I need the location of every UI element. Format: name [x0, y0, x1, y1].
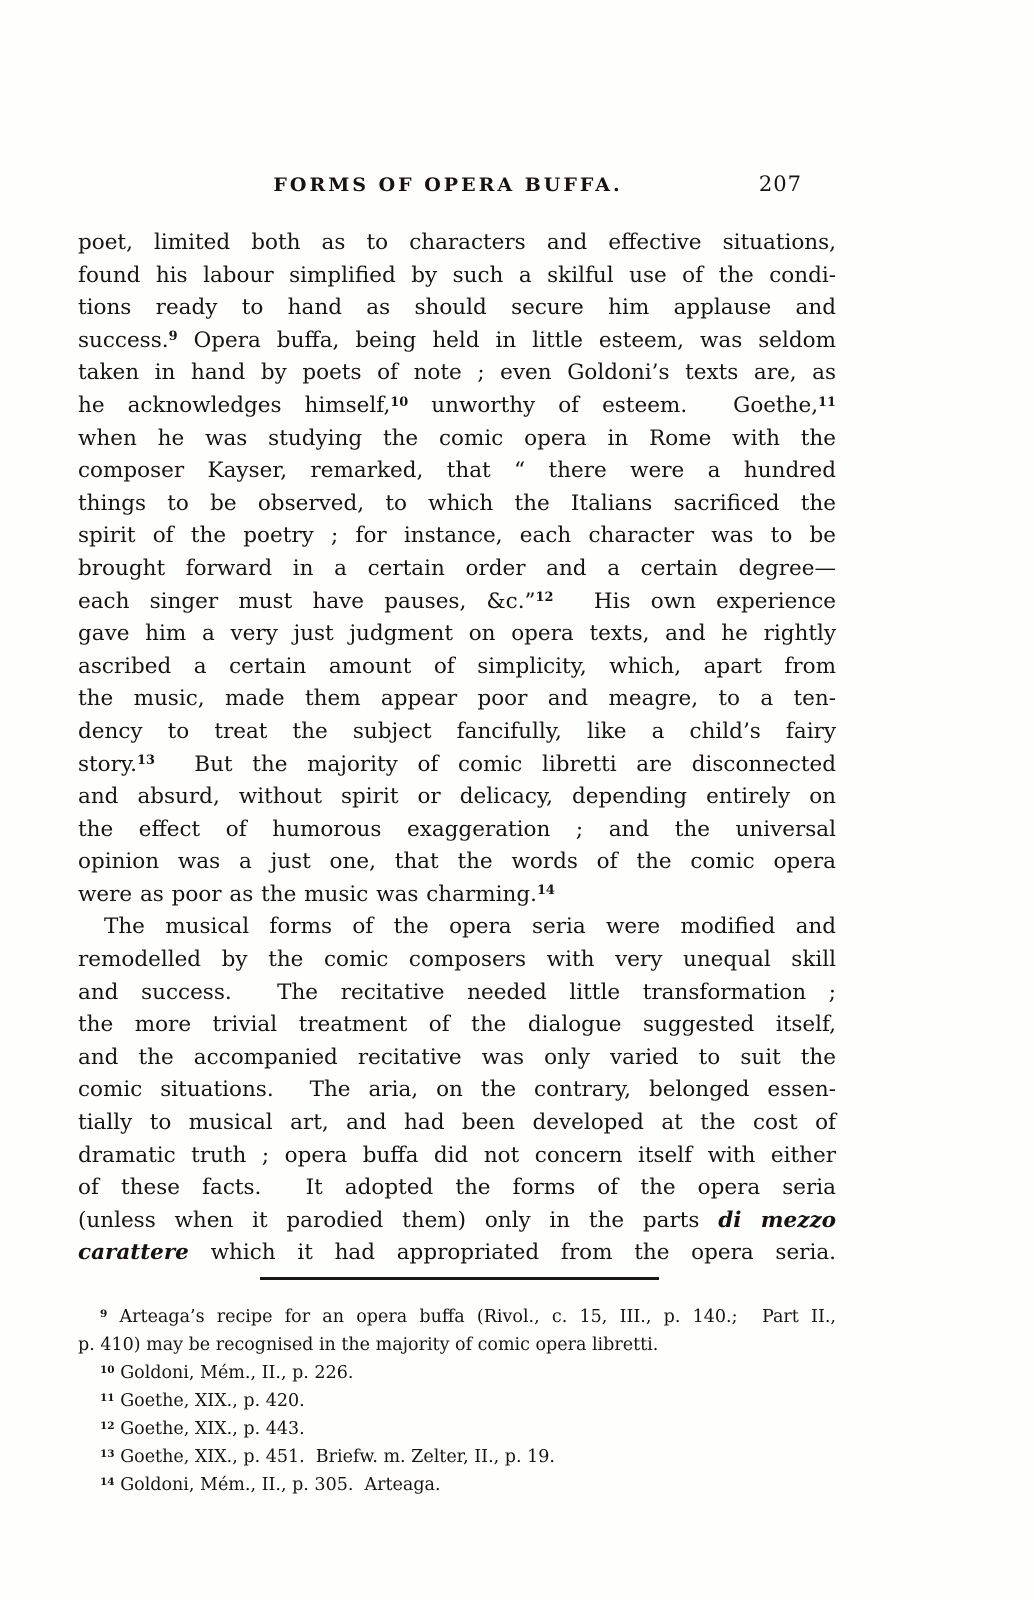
text-line: things to be observed, to which the Italians sacrificed the: [78, 490, 836, 516]
text-line: the music, made them appear poor and meagre, to a ten-: [78, 686, 836, 712]
text-line: tially to musical art, and had been developed at the cost of: [78, 1110, 836, 1136]
text-line: opinion was a just one, that the words of the comic opera: [78, 849, 836, 875]
text-line: success.$^9$ Opera buffa, being held in little esteem, was seldom: [78, 327, 836, 353]
footnote-line: $^{12}$ Goethe, XIX., p. 443.: [100, 1419, 305, 1439]
text-line: found his labour simplified by such a skilful use of the condi-: [78, 262, 836, 288]
footnote-line: p. 410) may be recognised in the majority of comic opera libretti.: [78, 1335, 659, 1355]
text-line: and the accompanied recitative was only varied to suit the: [78, 1044, 836, 1070]
text-line: ascribed a certain amount of simplicity, which, apart from: [78, 653, 836, 679]
text-line: brought forward in a certain order and a certain degree—: [78, 555, 836, 581]
text-line: when he was studying the comic opera in Rome with the: [78, 425, 836, 451]
footnote-line: $^9$ Arteaga’s recipe for an opera buffa (Rivol., c. 15, III., p. 140.; Part II.,: [100, 1307, 836, 1327]
text-line: of these facts. It adopted the forms of the opera seria: [78, 1175, 836, 1201]
text-line: gave him a very just judgment on opera texts, and he rightly: [78, 621, 836, 647]
text-line: remodelled by the comic composers with very unequal skill: [78, 947, 836, 973]
text-line: (unless when it parodied them) only in the parts di mezzo: [78, 1207, 836, 1233]
text-line: dency to treat the subject fancifully, like a child’s fairy: [78, 718, 836, 744]
text-line: composer Kayser, remarked, that “ there were a hundred: [78, 458, 836, 484]
footnotes: [78, 1303, 836, 1499]
running-head: FORMS OF OPERA BUFFA.: [273, 174, 623, 196]
text-line: taken in hand by poets of note ; even Goldoni’s texts are, as: [78, 360, 836, 386]
text-line: and success. The recitative needed little transformation ;: [78, 979, 836, 1005]
text-line: comic situations. The aria, on the contrary, belonged essen-: [78, 1077, 836, 1103]
text-line: dramatic truth ; opera buffa did not concern itself with either: [78, 1142, 836, 1168]
text-line: poet, limited both as to characters and effective situations,: [78, 230, 836, 255]
text-line: the more trivial treatment of the dialogue suggested itself,: [78, 1012, 836, 1038]
footnote-separator: [260, 1277, 659, 1280]
text-line: spirit of the poetry ; for instance, each character was to be: [78, 523, 836, 549]
footnote-line: $^{13}$ Goethe, XIX., p. 451. Briefw. m. Zelter, II., p. 19.: [100, 1447, 555, 1467]
text-line: story.$^{13}$ But the majority of comic libretti are disconnected: [78, 751, 836, 777]
footnote-line: $^{11}$ Goethe, XIX., p. 420.: [100, 1391, 305, 1411]
body-text: [78, 227, 836, 1270]
text-line: and absurd, without spirit or delicacy, depending entirely on: [78, 784, 836, 810]
page-number: 207: [758, 172, 802, 196]
text-line: each singer must have pauses, &c.”$^{12}$ His own experience: [78, 588, 836, 614]
paragraph: [78, 911, 836, 1270]
footnote-line: $^{10}$ Goldoni, Mém., II., p. 226.: [100, 1363, 354, 1383]
text-line: he acknowledges himself,$^{10}$ unworthy of esteem. Goethe,$^{11}$: [78, 392, 836, 418]
text-line: carattere which it had appropriated from the opera seria.: [78, 1240, 836, 1266]
text-line: tions ready to hand as should secure him applause and: [78, 295, 836, 321]
text-line: the effect of humorous exaggeration ; and the universal: [78, 816, 836, 842]
paragraph: [78, 227, 836, 911]
text-line: The musical forms of the opera seria were modified and: [104, 914, 836, 940]
footnote-line: $^{14}$ Goldoni, Mém., II., p. 305. Arteaga.: [100, 1475, 441, 1495]
text-line: were as poor as the music was charming.$^{14}$: [78, 881, 555, 907]
